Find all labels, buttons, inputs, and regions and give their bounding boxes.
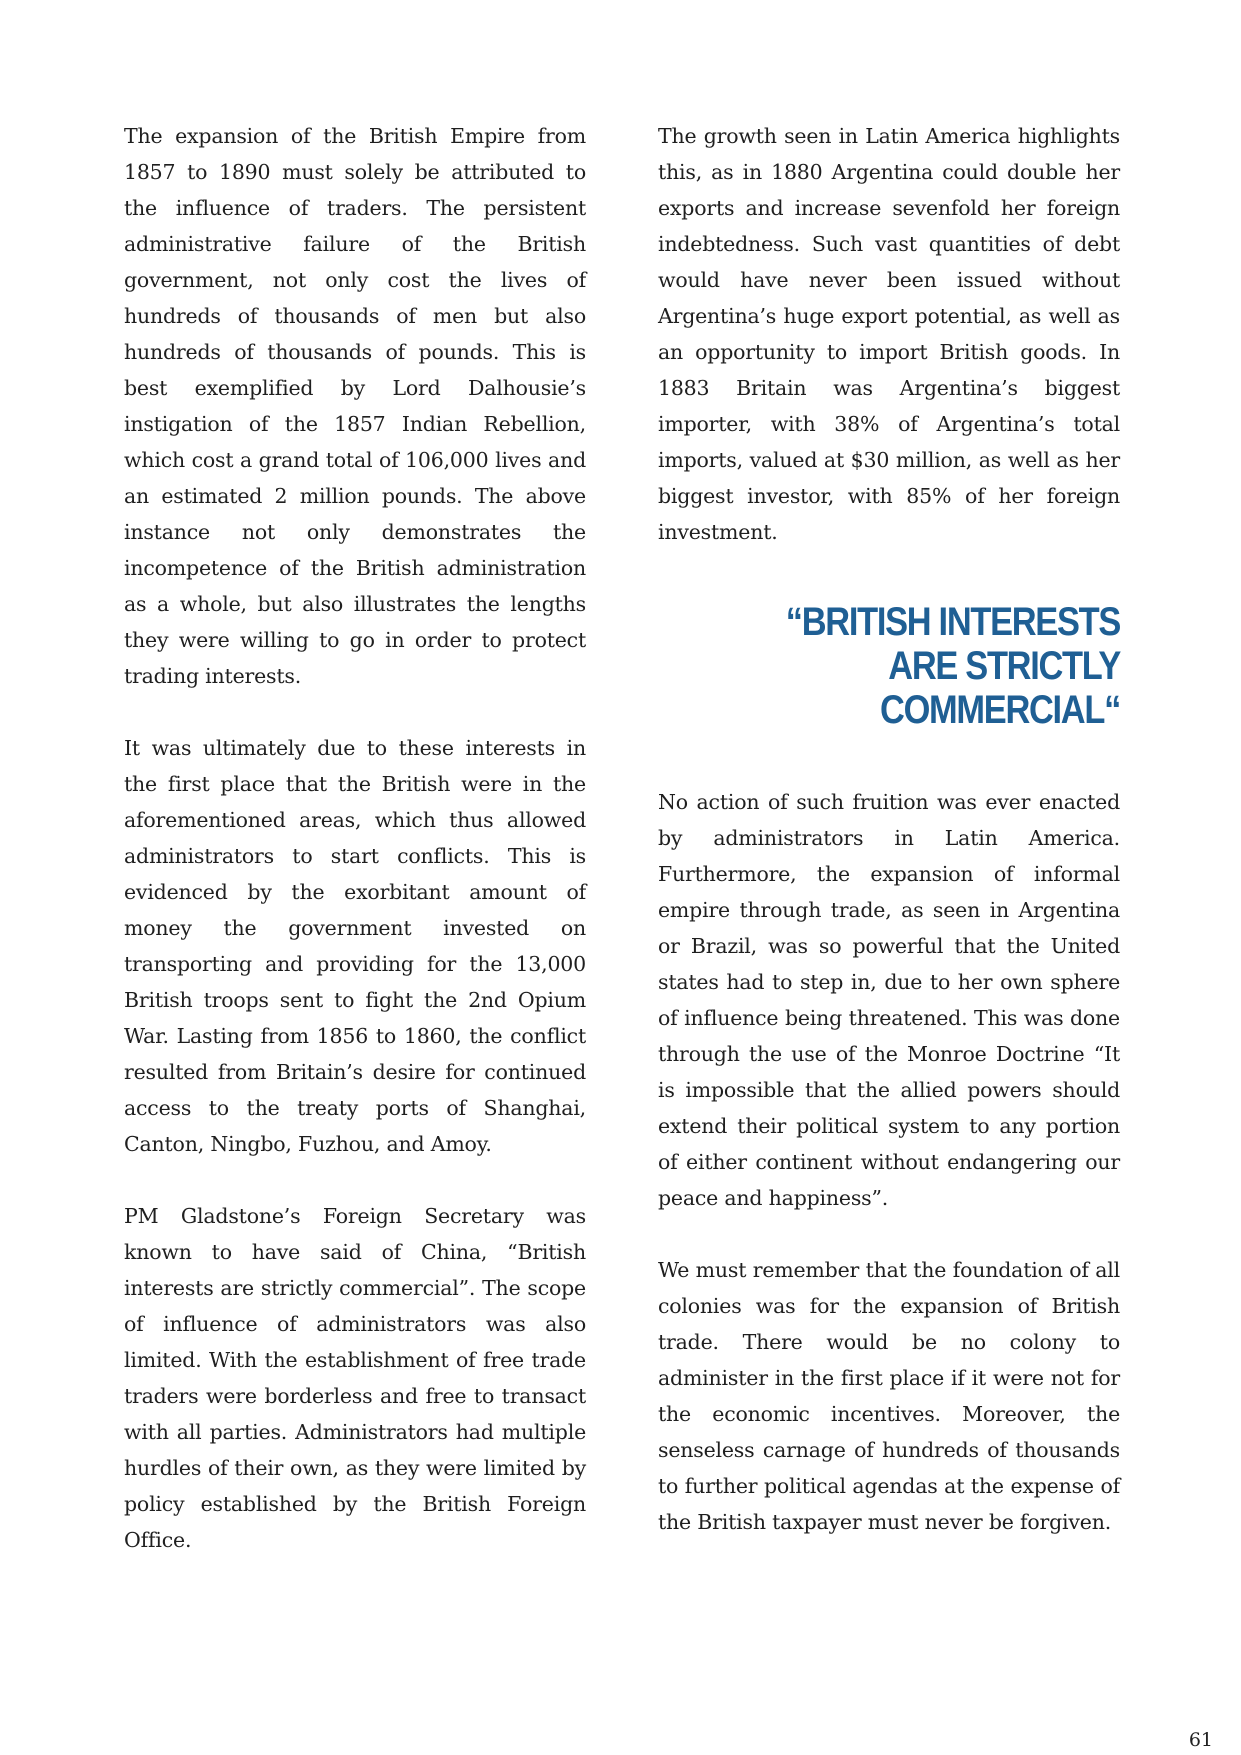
pull-quote <box>723 600 1120 732</box>
body-paragraph: PM Gladstone’s Foreign Secretary was known to have said of China, “British interests are strictly commercial”. The scope of influence of administrators was also limited. With the establishment of free trade traders were borderless and free to transact with all parties. Administrators had multiple hurdles of their own, as they were limited by policy established by the British Foreign Office. <box>124 1204 586 1552</box>
pull-quote-line: “BRITISH INTERESTS <box>785 600 1120 644</box>
intro-paragraph: The growth seen in Latin America highlights this, as in 1880 Argentina could double her exports and increase sevenfold her foreign indebtedness. Such vast quantities of debt would have never been issued without Argentina’s huge export potential, as well as an opportunity to import British goods. In 1883 Britain was Argentina’s biggest importer, with 38% of Argentina’s total imports, valued at $30 million, as well as her biggest investor, with 85% of her foreign investment. <box>658 124 1120 544</box>
body-paragraph: We must remember that the foundation of all colonies was for the expansion of British trade. There would be no colony to administer in the first place if it were not for the economic incentives. Moreover, the senseless carnage of hundreds of thousands to further political agendas at the expense of the British taxpayer must never be forgiven. <box>658 1258 1120 1534</box>
right-column <box>658 118 1120 1576</box>
page-number: 61 <box>1188 1729 1213 1751</box>
pull-quote-line: COMMERCIAL“ <box>880 688 1120 732</box>
left-column <box>124 118 586 1594</box>
body-paragraph: No action of such fruition was ever enacted by administrators in Latin America. Furthermore, the expansion of informal empire through trade, as seen in Argentina or Brazil, was so powerful that the United states had to step in, due to her own sphere of influence being threatened. This was done through the use of the Monroe Doctrine “It is impossible that the allied powers should extend their political system to any portion of either continent without endangering our peace and happiness”. <box>658 790 1120 1210</box>
pull-quote-line: ARE STRICTLY <box>888 644 1120 688</box>
body-paragraph: The expansion of the British Empire from 1857 to 1890 must solely be attributed to the influence of traders. The persistent administrative failure of the British government, not only cost the lives of hundreds of thousands of men but also hundreds of thousands of pounds. This is best exemplified by Lord Dalhousie’s instigation of the 1857 Indian Rebellion, which cost a grand total of 106,000 lives and an estimated 2 million pounds. The above instance not only demonstrates the incompetence of the British administration as a whole, but also illustrates the lengths they were willing to go in order to protect trading interests. <box>124 124 586 688</box>
body-paragraph: It was ultimately due to these interests in the first place that the British were in the aforementioned areas, which thus allowed administrators to start conflicts. This is evidenced by the exorbitant amount of money the government invested on transporting and providing for the 13,000 British troops sent to fight the 2nd Opium War. Lasting from 1856 to 1860, the conflict resulted from Britain’s desire for continued access to the treaty ports of Shanghai, Canton, Ningbo, Fuzhou, and Amoy. <box>124 736 586 1156</box>
